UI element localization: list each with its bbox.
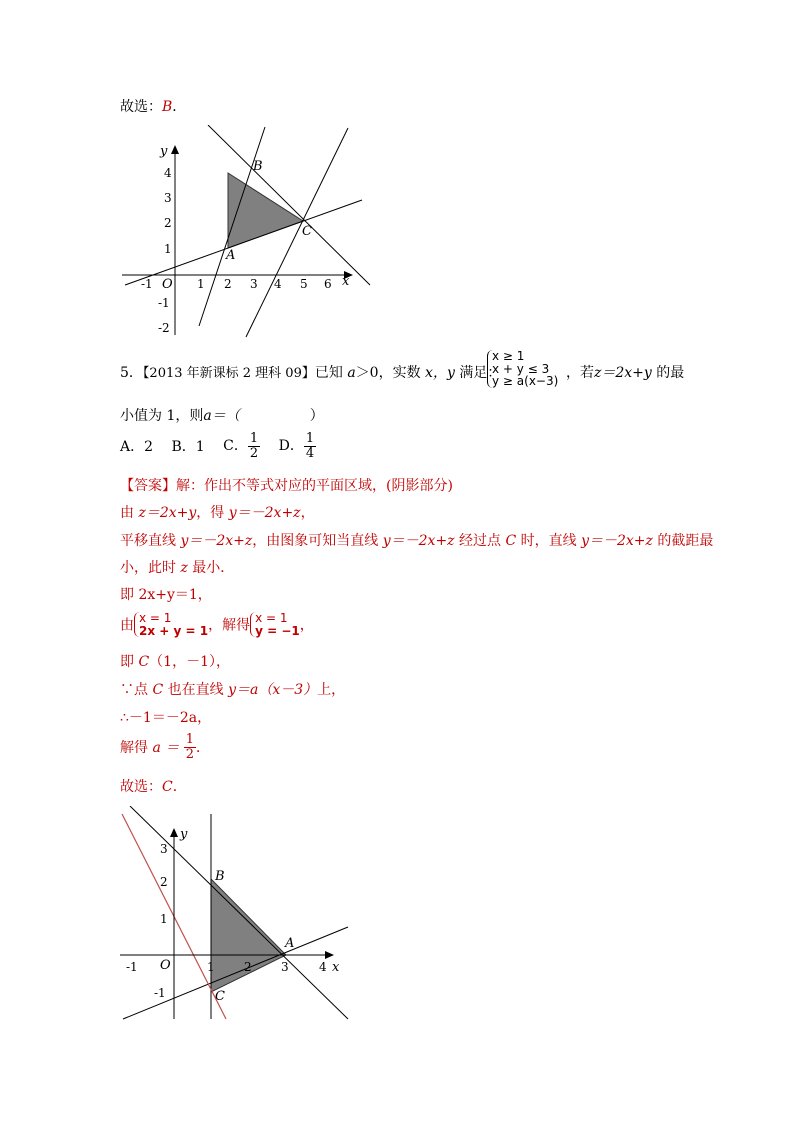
- x-tick-label: -1: [141, 277, 153, 291]
- option-c[interactable]: [223, 432, 260, 460]
- solution-text: 的截距最: [652, 533, 714, 549]
- solution-line-4: [120, 557, 234, 577]
- question-5-line1: [120, 362, 501, 382]
- y-tick-label: 2: [160, 875, 168, 889]
- solution-line-1: [120, 475, 453, 495]
- option-d-den: 4: [305, 445, 315, 461]
- x-tick-label: -1: [126, 960, 138, 974]
- q5-text: 的最: [656, 365, 685, 381]
- y-tick-label: 2: [164, 216, 172, 230]
- question-source: 【2013 年新课标 2 理科 09】: [142, 366, 315, 381]
- y-ticks-1: [158, 166, 172, 335]
- q5-text: ＞0，实数: [355, 365, 421, 381]
- y-tick-label: 4: [164, 166, 172, 180]
- solution-text: 时，直线: [516, 533, 582, 549]
- question-5-line1-end: [566, 362, 684, 382]
- solution-text: ，由图象可知当直线: [252, 533, 383, 549]
- solution-line-8: [120, 679, 345, 699]
- system-eq: y = −1: [255, 623, 300, 638]
- graph-1: [120, 125, 375, 340]
- solution-text: ，解得: [208, 617, 251, 634]
- solution-text: 故选：: [120, 779, 162, 795]
- solution-line-5: [120, 584, 212, 604]
- answer-tag: 【答案】: [120, 478, 176, 494]
- option-d[interactable]: [279, 432, 317, 460]
- solution-text: 由: [120, 505, 139, 521]
- solution-system-1: [134, 612, 208, 637]
- solution-math: y＝a（x－3）: [228, 682, 318, 698]
- solution-text: ．: [172, 779, 187, 795]
- origin-label-1: O: [162, 277, 173, 292]
- y-ticks-2: [154, 842, 168, 1000]
- answer-end: ．: [172, 99, 187, 115]
- point-a-label-2: A: [285, 936, 295, 951]
- feasible-region-1: [228, 173, 303, 248]
- x-tick-label: 1: [197, 277, 205, 291]
- answer-label: 故选：: [120, 99, 162, 115]
- x-tick-label: 2: [224, 277, 232, 291]
- option-c-label: C．: [223, 438, 248, 455]
- y-axis-arrow-2: [170, 828, 178, 837]
- solution-text: （1，－1），: [149, 654, 230, 670]
- option-b[interactable]: B．1: [171, 439, 205, 456]
- x-axis-arrow-2: [325, 951, 334, 959]
- option-c-den: 2: [249, 445, 259, 461]
- q5-constraint-system: [487, 350, 558, 388]
- system-eq: x = 1: [255, 611, 288, 625]
- solution-text: 即: [120, 654, 139, 670]
- point-c-label-2: C: [215, 989, 225, 1004]
- frac-num: 1: [185, 732, 194, 747]
- solution-line-2: [120, 502, 315, 522]
- solution-text: ．: [195, 740, 210, 757]
- solution-text: 上，: [317, 682, 346, 698]
- solution-text: 也在直线: [163, 682, 229, 698]
- q5-text: ，若: [566, 365, 594, 381]
- y-tick-label: -2: [158, 321, 170, 335]
- q5-text: a＝（: [203, 408, 240, 424]
- solution-text: 由: [120, 617, 134, 634]
- solution-math: C: [138, 654, 150, 670]
- solution-line-9: [120, 707, 211, 727]
- y-axis-label-1: y: [160, 144, 168, 159]
- x-tick-label: 5: [300, 277, 308, 291]
- solution-text: 即 2x+y＝1，: [120, 587, 212, 603]
- solution-text: 最小．: [187, 560, 235, 576]
- solution-text: 解：作出不等式对应的平面区域，(阴影部分): [176, 478, 453, 494]
- answer-line-top: [120, 96, 186, 116]
- y-tick-label: -1: [154, 986, 166, 1000]
- solution-line-7: [120, 651, 230, 671]
- x-axis-label-1: x: [342, 274, 350, 289]
- system-eq: 2x + y = 1: [139, 623, 209, 638]
- frac-den: 2: [185, 746, 194, 762]
- solution-system-2: [250, 612, 300, 637]
- x-tick-label: 2: [244, 960, 252, 974]
- solution-math: a ＝: [152, 740, 184, 757]
- x-tick-label: 1: [207, 960, 215, 974]
- point-c-label-1: C: [302, 224, 312, 239]
- solution-line-3: [120, 530, 713, 550]
- q5-text: 已知: [314, 365, 343, 381]
- y-tick-label: 1: [164, 242, 172, 256]
- solution-math: y＝－2x+z: [382, 533, 455, 549]
- q5-text: ）: [309, 408, 324, 424]
- solution-text: 小，此时: [120, 560, 181, 576]
- solution-math: y＝－2x+z: [180, 533, 253, 549]
- x-tick-label: 3: [281, 960, 289, 974]
- question-5-line2: [120, 405, 324, 425]
- q5-var-a: a: [347, 365, 356, 381]
- x-tick-label: 4: [274, 277, 282, 291]
- point-a-label-1: A: [226, 248, 236, 263]
- y-tick-label: 3: [164, 191, 172, 205]
- solution-text: ，: [299, 617, 314, 634]
- solution-text: ，得: [196, 505, 229, 521]
- x-tick-label: 6: [324, 277, 332, 291]
- solution-line-10: [120, 733, 210, 761]
- solution-math: z: [180, 560, 188, 576]
- y-tick-label: 3: [160, 842, 168, 856]
- solution-math: C: [152, 682, 164, 698]
- solution-math: C: [505, 533, 517, 549]
- point-b-label-1: B: [253, 159, 263, 174]
- option-d-num: 1: [305, 431, 315, 446]
- x-axis-label-2: x: [332, 960, 340, 975]
- x-tick-label: 3: [250, 277, 258, 291]
- q5-var-xy: x，y: [425, 365, 455, 381]
- solution-math: C: [162, 779, 173, 795]
- constraint-1: x ≥ 1: [492, 349, 525, 363]
- q5-expr-z: z＝2x+y: [594, 365, 652, 381]
- option-a[interactable]: A．2: [120, 439, 154, 456]
- option-c-num: 1: [249, 431, 259, 446]
- question-5-options: [120, 432, 316, 460]
- point-b-label-2: B: [215, 869, 225, 884]
- y-tick-label: 1: [160, 912, 168, 926]
- constraint-2: x + y ≤ 3: [492, 361, 550, 376]
- answer-value: B: [162, 99, 173, 115]
- constraint-3: y ≥ a(x−3): [492, 374, 559, 389]
- solution-math: y＝－2x+z: [581, 533, 653, 549]
- q5-text: 小值为 1，则: [120, 408, 204, 424]
- solution-math: y＝－2x+z: [228, 505, 301, 521]
- y-axis-arrow-1: [171, 145, 179, 154]
- solution-math: z＝2x+y: [138, 505, 197, 521]
- solution-text: 平移直线: [120, 533, 181, 549]
- question-number: 5．: [120, 365, 143, 381]
- origin-label-2: O: [160, 958, 171, 973]
- graph-2: [118, 806, 358, 1024]
- x-tick-label: 4: [319, 960, 327, 974]
- option-d-label: D．: [278, 438, 304, 455]
- y-axis-label-2: y: [180, 827, 188, 842]
- solution-text: ∴－1＝－2a，: [120, 710, 212, 726]
- system-eq: x = 1: [139, 611, 172, 625]
- q5-text: 满足：: [459, 365, 502, 381]
- solution-line-6: [120, 612, 314, 637]
- solution-line-11: [120, 776, 187, 796]
- solution-text: ∵点: [120, 682, 153, 698]
- solution-text: 解得: [120, 740, 153, 757]
- solution-text: ，: [300, 505, 315, 521]
- y-tick-label: -1: [158, 296, 170, 310]
- solution-text: 经过点: [454, 533, 506, 549]
